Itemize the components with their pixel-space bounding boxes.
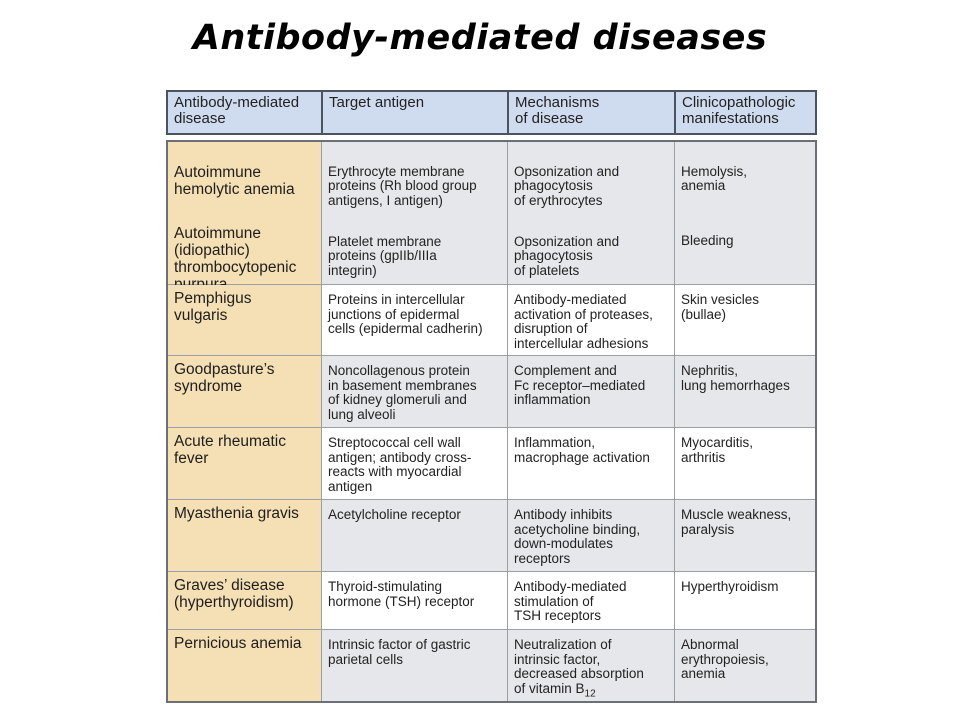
page-title: Antibody-mediated diseases	[192, 18, 768, 58]
table-header	[166, 90, 817, 135]
mechanism-cell: Inflammation, macrophage activation	[507, 428, 674, 499]
table-row	[168, 572, 815, 630]
mechanism-text: Neutralization of intrinsic factor, decreased absorption of vitamin B	[514, 637, 644, 696]
manifestation-cell: Muscle weakness, paralysis	[674, 500, 815, 571]
header-target-antigen: Target antigen	[321, 92, 507, 133]
disease-cell: Acute rheumatic fever	[168, 428, 321, 499]
header-disease: Antibody-mediated disease	[174, 94, 300, 127]
disease-cell: Graves’ disease (hyperthyroidism)	[168, 572, 321, 629]
mechanism-cell: Antibody inhibits acetycholine binding, down-modulates receptors	[507, 500, 674, 571]
table-row	[168, 285, 815, 356]
vitamin-subscript: 12	[584, 688, 596, 700]
table-row	[168, 142, 815, 285]
disease-cell: Pernicious anemia	[168, 630, 321, 701]
disease-cell: Myasthenia gravis	[168, 500, 321, 571]
mechanism-cell	[507, 630, 674, 701]
mechanism-cell: Antibody-mediated stimulation of TSH receptors	[507, 572, 674, 629]
table-row	[168, 356, 815, 428]
manifestation-cell: Hemolysis, anemia Bleeding	[674, 142, 815, 284]
manifestation-cell: Nephritis, lung hemorrhages	[674, 356, 815, 427]
header-mechanisms: Mechanisms of disease	[507, 92, 674, 133]
table-row	[168, 500, 815, 572]
mechanism-cell: Opsonization and phagocytosis of erythrocytes Opsonization and phagocytosis of platelets	[507, 142, 674, 284]
manifestation-cell: Myocarditis, arthritis	[674, 428, 815, 499]
disease-cell: Autoimmune hemolytic anemia Autoimmune (idiopathic) thrombocytopenic	[168, 142, 321, 284]
antigen-cell: Streptococcal cell wall antigen; antibody cross- reacts with myocardial antigen	[321, 428, 507, 499]
mechanism-cell: Antibody-mediated activation of proteases, disruption of intercellular adhesions	[507, 285, 674, 355]
antigen-cell: Noncollagenous protein in basement membranes of kidney glomeruli and lung alveoli	[321, 356, 507, 427]
antigen-cell: Proteins in intercellular junctions of epidermal cells (epidermal cadherin)	[321, 285, 507, 355]
manifestation-cell: Abnormal erythropoiesis, anemia	[674, 630, 815, 701]
disease-cell: Pemphigus vulgaris	[168, 285, 321, 355]
manifestation-cell: Skin vesicles (bullae)	[674, 285, 815, 355]
manifestation-cell: Hyperthyroidism	[674, 572, 815, 629]
table-row	[168, 428, 815, 500]
antigen-cell: Erythrocyte membrane proteins (Rh blood group antigens, I antigen) Platelet membrane proteins (gpIIb/IIIa integrin)	[321, 142, 507, 284]
diseases-table	[166, 140, 817, 703]
antigen-cell: Acetylcholine receptor	[321, 500, 507, 571]
header-manifestations: Clinicopathologic manifestations	[674, 92, 815, 133]
antigen-cell: Intrinsic factor of gastric parietal cells	[321, 630, 507, 701]
disease-cell: Goodpasture’s syndrome	[168, 356, 321, 427]
antigen-cell: Thyroid-stimulating hormone (TSH) receptor	[321, 572, 507, 629]
mechanism-cell: Complement and Fc receptor–mediated inflammation	[507, 356, 674, 427]
table-row	[168, 630, 815, 701]
